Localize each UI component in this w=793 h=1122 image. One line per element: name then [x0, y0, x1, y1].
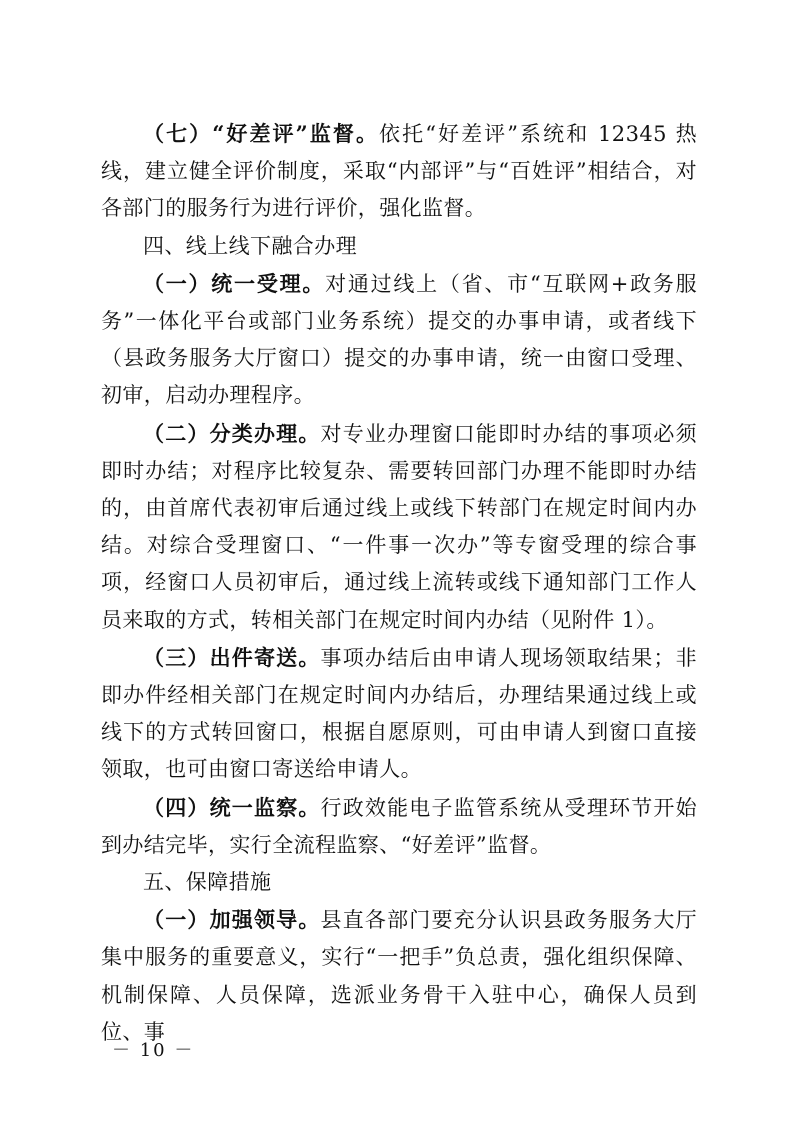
paragraph-lead: （三）出件寄送。: [143, 644, 321, 670]
paragraph-unified-supervision: [101, 789, 697, 864]
section-heading-safeguards: 五、保障措施: [143, 870, 272, 895]
page-number: － 10 －: [112, 1040, 195, 1061]
paragraph-lead: （七）“好差评”监督。: [143, 121, 380, 146]
paragraph-text: 行政效能电子监管系统从受理环节开始到办结完毕，实行全流程监察、“好差评”监督。: [101, 795, 697, 857]
paragraph-text: 对通过线上（省、市“互联网+政务服务”一体化平台或部门业务系统）提交的办事申请，或者线下（县政务服务大厅窗口）提交的办事申请，统一由窗口受理、初审，启动办理程序。: [101, 271, 697, 408]
paragraph-strengthen-leadership: [101, 901, 697, 1051]
paragraph-text: 对专业办理窗口能即时办结的事项必须即时办结；对程序比较复杂、需要转回部门办理不能即时办结的，由首席代表初审后通过线上或线下转部门在规定时间内办结。对综合受理窗口、“一件事一次办”等专窗受理的综合事项，经窗口人员初审后，通过线上流转或线下通知部门工作人员来取的方式，转相关部门在规定时间内办结（见附件 1）。: [101, 421, 697, 632]
document-body: [101, 115, 697, 1051]
paragraph-lead: （二）分类办理。: [143, 420, 321, 446]
paragraph-lead: （一）加强领导。: [143, 907, 321, 933]
paragraph-classified-handling: [101, 415, 697, 639]
paragraph-text: 依托“好差评”系统和 12345 热线，建立健全评价制度，采取“内部评”与“百姓评”相结合，对各部门的服务行为进行评价，强化监督。: [101, 122, 698, 221]
paragraph-good-bad-review-supervision: [101, 115, 697, 228]
paragraph-text: 县直各部门要充分认识县政务服务大厅集中服务的重要意义，实行“一把手”负总责，强化组织保障、机制保障、人员保障，选派业务骨干入驻中心，确保人员到位、事: [101, 908, 697, 1044]
paragraph-text: 事项办结后由申请人现场领取结果；非即办件经相关部门在规定时间内办结后，办理结果通过线上或线下的方式转回窗口，根据自愿原则，可由申请人到窗口直接领取，也可由窗口寄送给申请人。: [101, 645, 697, 782]
paragraph-delivery: [101, 639, 697, 789]
paragraph-lead: （四）统一监察。: [143, 794, 321, 820]
section-heading-online-offline: 四、线上线下融合办理: [143, 233, 357, 258]
paragraph-unified-acceptance: [101, 265, 697, 415]
paragraph-lead: （一）统一受理。: [143, 270, 326, 296]
